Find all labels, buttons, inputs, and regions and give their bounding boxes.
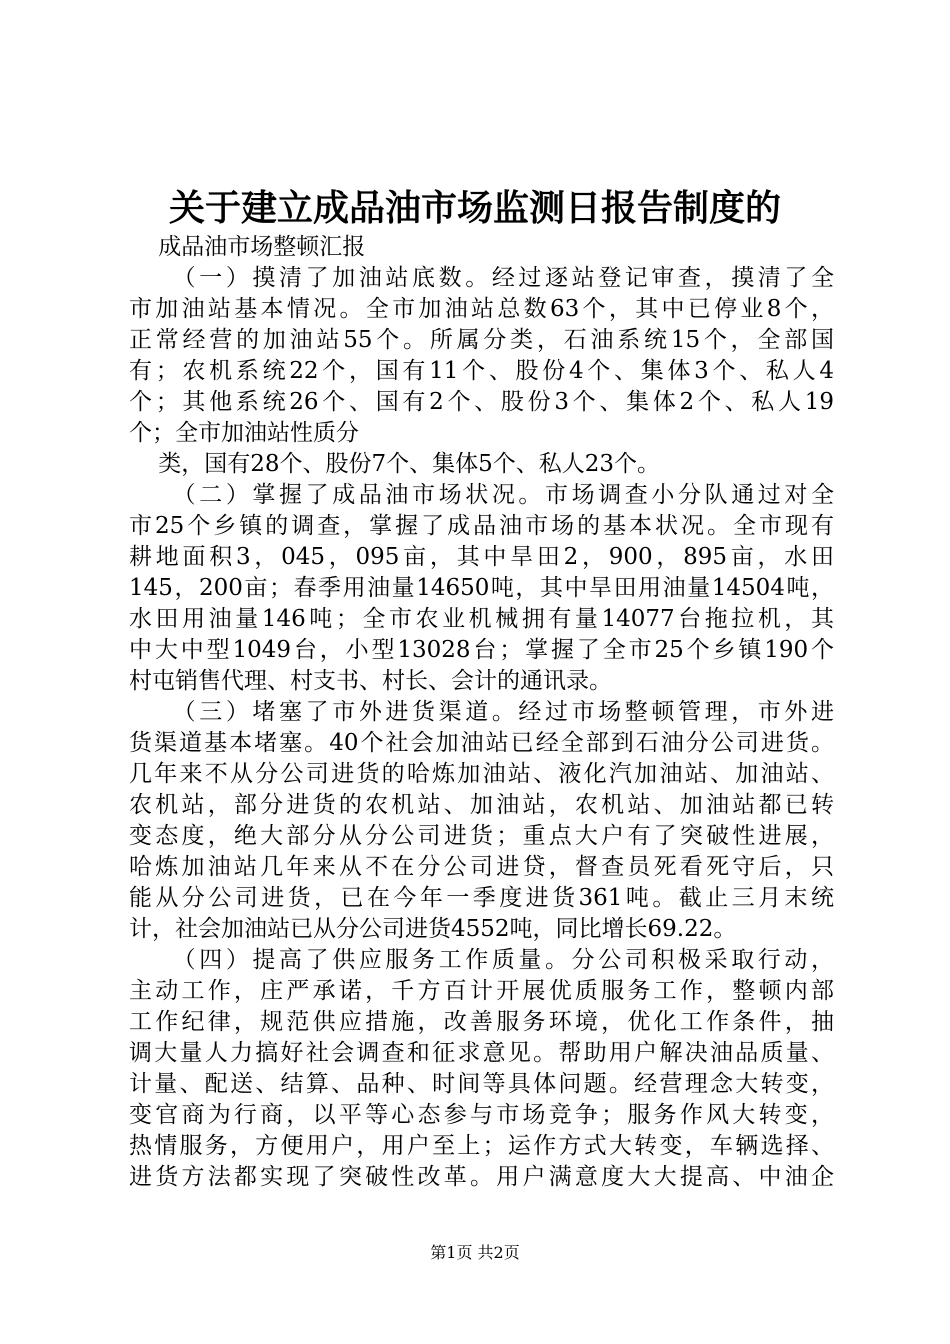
text-line: 有；农机系统22个，国有11个、股份4个、集体3个、私人4 bbox=[129, 358, 834, 384]
text-line: 几年来不从分公司进货的哈炼加油站、液化汽加油站、加油站、 bbox=[129, 761, 834, 787]
text-line: 成品油市场整顿汇报 bbox=[129, 234, 366, 260]
page-footer: 第1页 共2页 bbox=[430, 1243, 520, 1262]
text-line: 工作纪律，规范供应措施，改善服务环境，优化工作条件，抽 bbox=[129, 1009, 834, 1035]
text-line: 正常经营的加油站55个。所属分类，石油系统15个，全部国 bbox=[129, 327, 834, 353]
text-line: 耕地面积3，045，095亩，其中旱田2，900，895亩，水田 bbox=[129, 544, 834, 570]
text-line: 变态度，绝大部分从分公司进货；重点大户有了突破性进展， bbox=[129, 823, 834, 849]
text-line: 个；全市加油站性质分 bbox=[129, 420, 359, 446]
text-line: 计，社会加油站已从分公司进货4552吨，同比增长69.22。 bbox=[129, 916, 737, 942]
text-line: （一）摸清了加油站底数。经过逐站登记审查，摸清了全 bbox=[129, 265, 834, 291]
text-line: 市加油站基本情况。全市加油站总数63个，其中已停业8个， bbox=[129, 296, 834, 322]
text-line: （四）提高了供应服务工作质量。分公司积极采取行动， bbox=[129, 947, 834, 973]
document-body bbox=[129, 232, 834, 1193]
text-line: 进货方法都实现了突破性改革。用户满意度大大提高、中油企 bbox=[129, 1164, 834, 1190]
text-line: 主动工作，庄严承诺，千方百计开展优质服务工作，整顿内部 bbox=[129, 978, 834, 1004]
text-line: 水田用油量146吨；全市农业机械拥有量14077台拖拉机，其 bbox=[129, 606, 834, 632]
document-title: 关于建立成品油市场监测日报告制度的 bbox=[168, 187, 781, 229]
text-line: 热情服务，方便用户，用户至上；运作方式大转变，车辆选择、 bbox=[129, 1133, 834, 1159]
text-line: 个；其他系统26个、国有2个、股份3个、集体2个、私人19 bbox=[129, 389, 834, 415]
text-line: 哈炼加油站几年来从不在分公司进贷，督查员死看死守后，只 bbox=[129, 854, 834, 880]
text-line: （二）掌握了成品油市场状况。市场调查小分队通过对全 bbox=[129, 482, 834, 508]
text-line: 145，200亩；春季用油量14650吨，其中旱田用油量14504吨， bbox=[129, 575, 834, 601]
text-line: 市25个乡镇的调查，掌握了成品油市场的基本状况。全市现有 bbox=[129, 513, 834, 539]
text-line: 中大中型1049台，小型13028台；掌握了全市25个乡镇190个 bbox=[129, 637, 834, 663]
text-line: 调大量人力搞好社会调查和征求意见。帮助用户解决油品质量、 bbox=[129, 1040, 834, 1066]
text-line: 农机站，部分进货的农机站、加油站，农机站、加油站都已转 bbox=[129, 792, 834, 818]
text-line: 变官商为行商，以平等心态参与市场竞争；服务作风大转变， bbox=[129, 1102, 834, 1128]
text-line: 能从分公司进货，已在今年一季度进货361吨。截止三月末统 bbox=[129, 885, 834, 911]
text-line: 类，国有28个、股份7个、集体5个、私人23个。 bbox=[129, 451, 661, 477]
text-line: （三）堵塞了市外进货渠道。经过市场整顿管理，市外进 bbox=[129, 699, 834, 725]
text-line: 村屯销售代理、村支书、村长、会计的通讯录。 bbox=[129, 668, 612, 694]
text-line: 货渠道基本堵塞。40个社会加油站已经全部到石油分公司进货。 bbox=[129, 730, 834, 756]
text-line: 计量、配送、结算、品种、时间等具体问题。经营理念大转变， bbox=[129, 1071, 834, 1097]
